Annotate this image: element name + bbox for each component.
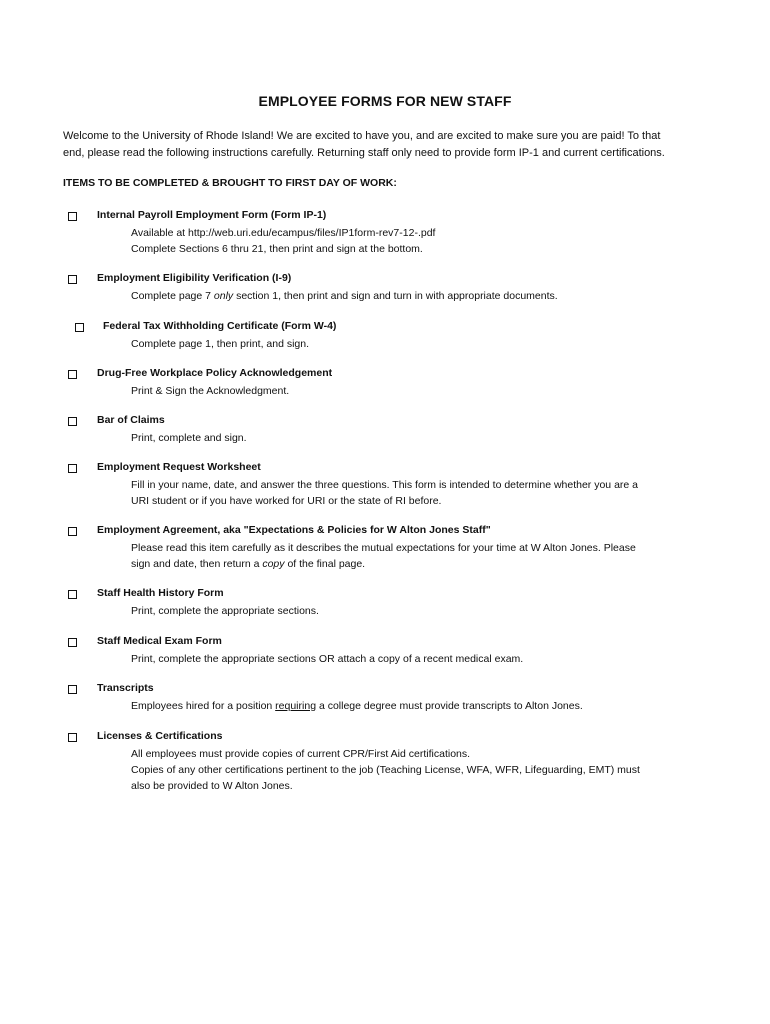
item-title: Staff Medical Exam Form <box>97 635 222 647</box>
item-line <box>131 288 711 304</box>
item-body <box>131 430 711 446</box>
item-body <box>131 225 711 257</box>
checkbox[interactable] <box>68 464 77 473</box>
item-line: also be provided to W Alton Jones. <box>131 780 293 792</box>
item-title: Bar of Claims <box>97 414 165 426</box>
item-body <box>131 288 711 304</box>
checkbox[interactable] <box>75 323 84 332</box>
item-title: Staff Health History Form <box>97 587 224 599</box>
intro-line: end, please read the following instructions carefully. Returning staff only need to provide form IP-1 and current certifications. <box>63 147 665 159</box>
item-line: Print, complete the appropriate sections OR attach a copy of a recent medical exam. <box>131 653 524 665</box>
item-title: Drug-Free Workplace Policy Acknowledgement <box>97 367 333 379</box>
item-line: Fill in your name, date, and answer the three questions. This form is intended to determine whether you are a <box>131 479 638 491</box>
item-line: Print, complete and sign. <box>131 432 247 444</box>
item-text-underlined: requiring <box>275 700 317 712</box>
item-line: Please read this item carefully as it describes the mutual expectations for your time at W Alton Jones. Please <box>131 542 636 554</box>
item-text: section 1, then print and sign and turn in with appropriate documents. <box>233 290 558 302</box>
checkbox[interactable] <box>68 685 77 694</box>
item-line: Complete page 1, then print, and sign. <box>131 338 310 350</box>
section-heading: ITEMS TO BE COMPLETED & BROUGHT TO FIRST DAY OF WORK: <box>63 177 397 189</box>
checkbox[interactable] <box>68 638 77 647</box>
item-line: All employees must provide copies of current CPR/First Aid certifications. <box>131 748 471 760</box>
checkbox[interactable] <box>68 417 77 426</box>
intro-paragraph <box>63 128 723 162</box>
item-line: Copies of any other certifications pertinent to the job (Teaching License, WFA, WFR, Lifeguarding, EMT) must <box>131 764 640 776</box>
item-body <box>131 698 711 714</box>
item-text: sign and date, then return a <box>131 558 263 570</box>
item-text: a college degree must provide transcripts to Alton Jones. <box>316 700 583 712</box>
item-body <box>131 651 711 667</box>
item-text-emphasis: copy <box>262 558 285 570</box>
item-line <box>131 698 711 714</box>
item-line: Available at http://web.uri.edu/ecampus/files/IP1form-rev7-12-.pdf <box>131 227 436 239</box>
checkbox[interactable] <box>68 212 77 221</box>
item-line <box>131 556 711 572</box>
checkbox[interactable] <box>68 590 77 599</box>
item-text-emphasis: only <box>213 290 234 302</box>
item-title: Federal Tax Withholding Certificate (Form W-4) <box>103 320 337 332</box>
item-title: Licenses & Certifications <box>97 730 223 742</box>
checkbox[interactable] <box>68 275 77 284</box>
item-body <box>131 336 711 352</box>
item-line: Print & Sign the Acknowledgment. <box>131 385 290 397</box>
item-title: Internal Payroll Employment Form (Form IP-1) <box>97 209 327 221</box>
item-text: of the final page. <box>284 558 366 570</box>
item-line: Complete Sections 6 thru 21, then print and sign at the bottom. <box>131 243 423 255</box>
item-line: Print, complete the appropriate sections. <box>131 605 319 617</box>
item-body <box>131 383 711 399</box>
item-title: Employment Eligibility Verification (I-9) <box>97 272 292 284</box>
item-line: URI student or if you have worked for URI or the state of RI before. <box>131 495 442 507</box>
checkbox[interactable] <box>68 733 77 742</box>
page-title: EMPLOYEE FORMS FOR NEW STAFF <box>258 93 512 109</box>
item-body <box>131 477 711 509</box>
intro-line: Welcome to the University of Rhode Island! We are excited to have you, and are excited to make sure you are paid! To that <box>63 130 661 142</box>
item-text: Complete page 7 <box>131 290 214 302</box>
checkbox[interactable] <box>68 370 77 379</box>
item-body <box>131 603 711 619</box>
item-text: Employees hired for a position <box>131 700 276 712</box>
item-title: Transcripts <box>97 682 154 694</box>
item-body <box>131 540 711 572</box>
item-title: Employment Agreement, aka "Expectations & Policies for W Alton Jones Staff" <box>97 524 491 536</box>
item-title: Employment Request Worksheet <box>97 461 261 473</box>
item-body <box>131 746 711 794</box>
checkbox[interactable] <box>68 527 77 536</box>
